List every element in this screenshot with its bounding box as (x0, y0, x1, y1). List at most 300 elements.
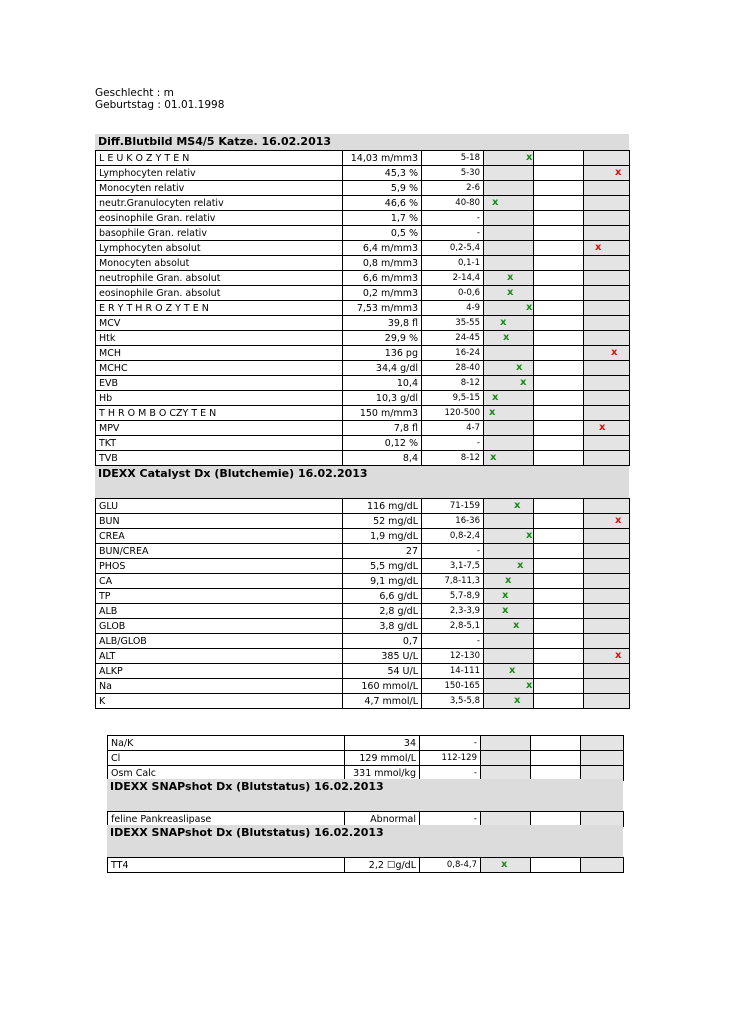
high-zone (584, 619, 630, 634)
reference-range: 8-12 (422, 376, 484, 391)
sex-line: Geschlecht : m (95, 87, 174, 99)
test-value: 2,8 g/dL (343, 604, 422, 619)
test-value: 129 mmol/L (345, 751, 420, 766)
table-row (96, 166, 630, 181)
test-value: 331 mmol/kg (345, 766, 420, 781)
test-name: TVB (96, 451, 343, 466)
table-row (96, 316, 630, 331)
low-zone (484, 664, 534, 679)
normal-zone (534, 619, 584, 634)
reference-range: - (420, 736, 481, 751)
result-marker: x (514, 500, 521, 511)
normal-zone (534, 451, 584, 466)
table-row (96, 271, 630, 286)
high-zone (584, 499, 630, 514)
test-value: 7,8 fl (343, 421, 422, 436)
results-table (107, 857, 624, 873)
reference-range: 0-0,6 (422, 286, 484, 301)
reference-range: 150-165 (422, 679, 484, 694)
low-zone (481, 736, 531, 751)
high-zone (584, 694, 630, 709)
test-name: ALT (96, 649, 343, 664)
test-value: 116 mg/dL (343, 499, 422, 514)
low-zone (484, 619, 534, 634)
test-name: Na/K (108, 736, 345, 751)
table-row (96, 679, 630, 694)
low-zone (484, 436, 534, 451)
normal-zone (534, 301, 584, 316)
reference-range: - (420, 766, 481, 781)
test-name: ALB (96, 604, 343, 619)
table-row (96, 421, 630, 436)
reference-range: 40-80 (422, 196, 484, 211)
table-row (96, 574, 630, 589)
test-value: 1,7 % (343, 211, 422, 226)
reference-range: 35-55 (422, 316, 484, 331)
normal-zone (534, 499, 584, 514)
low-zone (484, 574, 534, 589)
high-zone (584, 166, 630, 181)
table-row (96, 619, 630, 634)
normal-zone (534, 166, 584, 181)
normal-zone (531, 736, 581, 751)
normal-zone (534, 256, 584, 271)
result-marker: x (505, 575, 512, 586)
test-name: Osm Calc (108, 766, 345, 781)
test-value: 385 U/L (343, 649, 422, 664)
high-zone (584, 241, 630, 256)
table-row (96, 514, 630, 529)
reference-range: - (422, 544, 484, 559)
section-title: IDEXX Catalyst Dx (Blutchemie) 16.02.2013 (95, 466, 629, 498)
reference-range: 2-14,4 (422, 271, 484, 286)
high-zone (584, 301, 630, 316)
low-zone (481, 751, 531, 766)
normal-zone (534, 679, 584, 694)
reference-range: 0,8-4,7 (420, 858, 481, 873)
high-zone (584, 664, 630, 679)
test-value: 6,4 m/mm3 (343, 241, 422, 256)
high-zone (584, 529, 630, 544)
normal-zone (534, 694, 584, 709)
test-value: 4,7 mmol/L (343, 694, 422, 709)
table-row (96, 241, 630, 256)
reference-range: 0,1-1 (422, 256, 484, 271)
low-zone (484, 181, 534, 196)
low-zone (484, 151, 534, 166)
normal-zone (534, 559, 584, 574)
high-zone (584, 316, 630, 331)
normal-zone (534, 391, 584, 406)
result-marker: x (517, 560, 524, 571)
normal-zone (531, 858, 581, 873)
test-value: 29,9 % (343, 331, 422, 346)
test-name: ALKP (96, 664, 343, 679)
test-value: 8,4 (343, 451, 422, 466)
normal-zone (534, 316, 584, 331)
result-marker: x (615, 167, 622, 178)
test-name: TKT (96, 436, 343, 451)
table-row (108, 751, 624, 766)
high-zone (584, 544, 630, 559)
test-value: 27 (343, 544, 422, 559)
results-table (95, 498, 630, 709)
high-zone (584, 151, 630, 166)
test-name: PHOS (96, 559, 343, 574)
section-4 (107, 825, 623, 873)
low-zone (484, 376, 534, 391)
high-zone (584, 634, 630, 649)
high-zone (581, 736, 624, 751)
test-value: 39,8 fl (343, 316, 422, 331)
test-value: 160 mmol/L (343, 679, 422, 694)
test-value: 10,3 g/dl (343, 391, 422, 406)
result-marker: x (615, 650, 622, 661)
test-name: E R Y T H R O Z Y T E N (96, 301, 343, 316)
low-zone (484, 514, 534, 529)
low-zone (484, 316, 534, 331)
reference-range: 2,8-5,1 (422, 619, 484, 634)
high-zone (584, 574, 630, 589)
result-marker: x (526, 680, 533, 691)
low-zone (484, 241, 534, 256)
normal-zone (534, 331, 584, 346)
test-name: Monocyten relativ (96, 181, 343, 196)
reference-range: - (420, 812, 481, 827)
normal-zone (534, 181, 584, 196)
result-marker: x (520, 377, 527, 388)
normal-zone (534, 286, 584, 301)
normal-zone (534, 196, 584, 211)
test-name: Hb (96, 391, 343, 406)
low-zone (484, 226, 534, 241)
result-marker: x (501, 859, 508, 870)
results-table (95, 150, 630, 466)
reference-range: - (422, 211, 484, 226)
test-value: Abnormal (345, 812, 420, 827)
normal-zone (534, 406, 584, 421)
test-name: MCV (96, 316, 343, 331)
table-row (96, 391, 630, 406)
test-value: 54 U/L (343, 664, 422, 679)
reference-range: 5,7-8,9 (422, 589, 484, 604)
table-row (96, 211, 630, 226)
section-title: Diff.Blutbild MS4/5 Katze. 16.02.2013 (95, 134, 629, 150)
test-value: 150 m/mm3 (343, 406, 422, 421)
table-row (96, 181, 630, 196)
reference-range: 0,2-5,4 (422, 241, 484, 256)
high-zone (584, 649, 630, 664)
high-zone (584, 346, 630, 361)
low-zone (484, 346, 534, 361)
test-value: 3,8 g/dL (343, 619, 422, 634)
test-name: Lymphocyten absolut (96, 241, 343, 256)
low-zone (484, 271, 534, 286)
test-value: 0,8 m/mm3 (343, 256, 422, 271)
result-marker: x (509, 665, 516, 676)
normal-zone (534, 589, 584, 604)
test-name: GLU (96, 499, 343, 514)
normal-zone (534, 151, 584, 166)
table-row (108, 736, 624, 751)
test-value: 10,4 (343, 376, 422, 391)
reference-range: 3,5-5,8 (422, 694, 484, 709)
normal-zone (534, 226, 584, 241)
test-name: neutr.Granulocyten relativ (96, 196, 343, 211)
test-name: T H R O M B O CZY T E N (96, 406, 343, 421)
reference-range: 3,1-7,5 (422, 559, 484, 574)
test-name: BUN/CREA (96, 544, 343, 559)
high-zone (584, 514, 630, 529)
reference-range: 120-500 (422, 406, 484, 421)
reference-range: 12-130 (422, 649, 484, 664)
test-value: 9,1 mg/dL (343, 574, 422, 589)
table-row (96, 331, 630, 346)
reference-range: 4-7 (422, 421, 484, 436)
table-row (96, 649, 630, 664)
result-marker: x (492, 392, 499, 403)
result-marker: x (507, 272, 514, 283)
normal-zone (534, 664, 584, 679)
section-0 (95, 134, 629, 466)
result-marker: x (595, 242, 602, 253)
high-zone (584, 226, 630, 241)
section-3 (107, 779, 623, 827)
table-row (108, 858, 624, 873)
test-value: 46,6 % (343, 196, 422, 211)
result-marker: x (615, 515, 622, 526)
low-zone (484, 256, 534, 271)
test-name: feline Pankreaslipase (108, 812, 345, 827)
high-zone (584, 421, 630, 436)
high-zone (584, 406, 630, 421)
table-row (96, 361, 630, 376)
test-name: K (96, 694, 343, 709)
low-zone (484, 421, 534, 436)
normal-zone (534, 529, 584, 544)
test-name: ALB/GLOB (96, 634, 343, 649)
reference-range: 16-24 (422, 346, 484, 361)
result-marker: x (490, 452, 497, 463)
table-row (96, 346, 630, 361)
result-marker: x (526, 302, 533, 313)
reference-range: - (422, 436, 484, 451)
low-zone (484, 649, 534, 664)
low-zone (484, 679, 534, 694)
high-zone (584, 679, 630, 694)
high-zone (584, 331, 630, 346)
reference-range: - (422, 634, 484, 649)
result-marker: x (599, 422, 606, 433)
result-marker: x (500, 317, 507, 328)
low-zone (484, 166, 534, 181)
reference-range: 7,8-11,3 (422, 574, 484, 589)
test-name: TP (96, 589, 343, 604)
normal-zone (534, 211, 584, 226)
low-zone (484, 544, 534, 559)
result-marker: x (513, 620, 520, 631)
low-zone (484, 451, 534, 466)
high-zone (584, 196, 630, 211)
low-zone (484, 406, 534, 421)
table-row (96, 451, 630, 466)
reference-range: 2-6 (422, 181, 484, 196)
test-value: 45,3 % (343, 166, 422, 181)
test-value: 5,9 % (343, 181, 422, 196)
reference-range: 112-129 (420, 751, 481, 766)
high-zone (584, 391, 630, 406)
high-zone (584, 286, 630, 301)
normal-zone (534, 649, 584, 664)
low-zone (484, 499, 534, 514)
normal-zone (534, 634, 584, 649)
test-value: 2,2 ☐g/dL (345, 858, 420, 873)
test-name: MPV (96, 421, 343, 436)
result-marker: x (502, 605, 509, 616)
high-zone (584, 271, 630, 286)
test-value: 136 pg (343, 346, 422, 361)
reference-range: 2,3-3,9 (422, 604, 484, 619)
section-2 (107, 735, 623, 781)
test-name: Na (96, 679, 343, 694)
test-name: EVB (96, 376, 343, 391)
test-name: CREA (96, 529, 343, 544)
normal-zone (534, 271, 584, 286)
high-zone (584, 559, 630, 574)
test-name: MCHC (96, 361, 343, 376)
low-zone (484, 694, 534, 709)
low-zone (484, 634, 534, 649)
low-zone (481, 858, 531, 873)
low-zone (484, 604, 534, 619)
high-zone (581, 751, 624, 766)
normal-zone (534, 361, 584, 376)
reference-range: 8-12 (422, 451, 484, 466)
result-marker: x (503, 332, 510, 343)
result-marker: x (492, 197, 499, 208)
low-zone (484, 559, 534, 574)
normal-zone (534, 436, 584, 451)
normal-zone (534, 241, 584, 256)
test-value: 0,5 % (343, 226, 422, 241)
normal-zone (534, 604, 584, 619)
high-zone (584, 181, 630, 196)
low-zone (484, 589, 534, 604)
high-zone (584, 451, 630, 466)
result-marker: x (526, 152, 533, 163)
reference-range: 28-40 (422, 361, 484, 376)
result-marker: x (502, 590, 509, 601)
table-row (96, 634, 630, 649)
table-row (96, 529, 630, 544)
result-marker: x (526, 530, 533, 541)
reference-range: - (422, 226, 484, 241)
low-zone (484, 286, 534, 301)
high-zone (581, 858, 624, 873)
table-row (96, 376, 630, 391)
test-value: 5,5 mg/dL (343, 559, 422, 574)
reference-range: 14-111 (422, 664, 484, 679)
result-marker: x (514, 695, 521, 706)
test-value: 1,9 mg/dL (343, 529, 422, 544)
normal-zone (534, 514, 584, 529)
high-zone (584, 256, 630, 271)
test-value: 0,12 % (343, 436, 422, 451)
low-zone (484, 196, 534, 211)
table-row (96, 694, 630, 709)
normal-zone (534, 346, 584, 361)
high-zone (584, 376, 630, 391)
test-name: Monocyten absolut (96, 256, 343, 271)
test-value: 52 mg/dL (343, 514, 422, 529)
test-value: 14,03 m/mm3 (343, 151, 422, 166)
results-table (107, 735, 624, 781)
high-zone (584, 211, 630, 226)
test-value: 0,7 (343, 634, 422, 649)
test-name: eosinophile Gran. absolut (96, 286, 343, 301)
high-zone (584, 361, 630, 376)
result-marker: x (611, 347, 618, 358)
test-name: MCH (96, 346, 343, 361)
reference-range: 16-36 (422, 514, 484, 529)
table-row (96, 151, 630, 166)
test-value: 34 (345, 736, 420, 751)
high-zone (584, 604, 630, 619)
reference-range: 5-30 (422, 166, 484, 181)
table-row (96, 559, 630, 574)
result-marker: x (516, 362, 523, 373)
table-row (96, 301, 630, 316)
table-row (96, 664, 630, 679)
normal-zone (534, 574, 584, 589)
test-name: GLOB (96, 619, 343, 634)
test-name: Lymphocyten relativ (96, 166, 343, 181)
test-name: neutrophile Gran. absolut (96, 271, 343, 286)
table-row (96, 406, 630, 421)
test-name: basophile Gran. relativ (96, 226, 343, 241)
low-zone (484, 301, 534, 316)
reference-range: 9,5-15 (422, 391, 484, 406)
test-name: Htk (96, 331, 343, 346)
high-zone (584, 436, 630, 451)
high-zone (584, 589, 630, 604)
test-name: L E U K O Z Y T E N (96, 151, 343, 166)
table-row (96, 196, 630, 211)
low-zone (484, 391, 534, 406)
low-zone (484, 361, 534, 376)
table-row (96, 256, 630, 271)
test-value: 6,6 g/dL (343, 589, 422, 604)
table-row (96, 226, 630, 241)
test-value: 6,6 m/mm3 (343, 271, 422, 286)
test-value: 7,53 m/mm3 (343, 301, 422, 316)
table-row (96, 544, 630, 559)
test-name: BUN (96, 514, 343, 529)
normal-zone (534, 421, 584, 436)
section-title: IDEXX SNAPshot Dx (Blutstatus) 16.02.2013 (107, 779, 623, 811)
test-name: TT4 (108, 858, 345, 873)
normal-zone (534, 376, 584, 391)
table-row (96, 589, 630, 604)
birthday-line: Geburtstag : 01.01.1998 (95, 99, 225, 111)
result-marker: x (507, 287, 514, 298)
test-value: 0,2 m/mm3 (343, 286, 422, 301)
test-name: eosinophile Gran. relativ (96, 211, 343, 226)
test-value: 34,4 g/dl (343, 361, 422, 376)
reference-range: 24-45 (422, 331, 484, 346)
table-row (96, 604, 630, 619)
table-row (96, 436, 630, 451)
